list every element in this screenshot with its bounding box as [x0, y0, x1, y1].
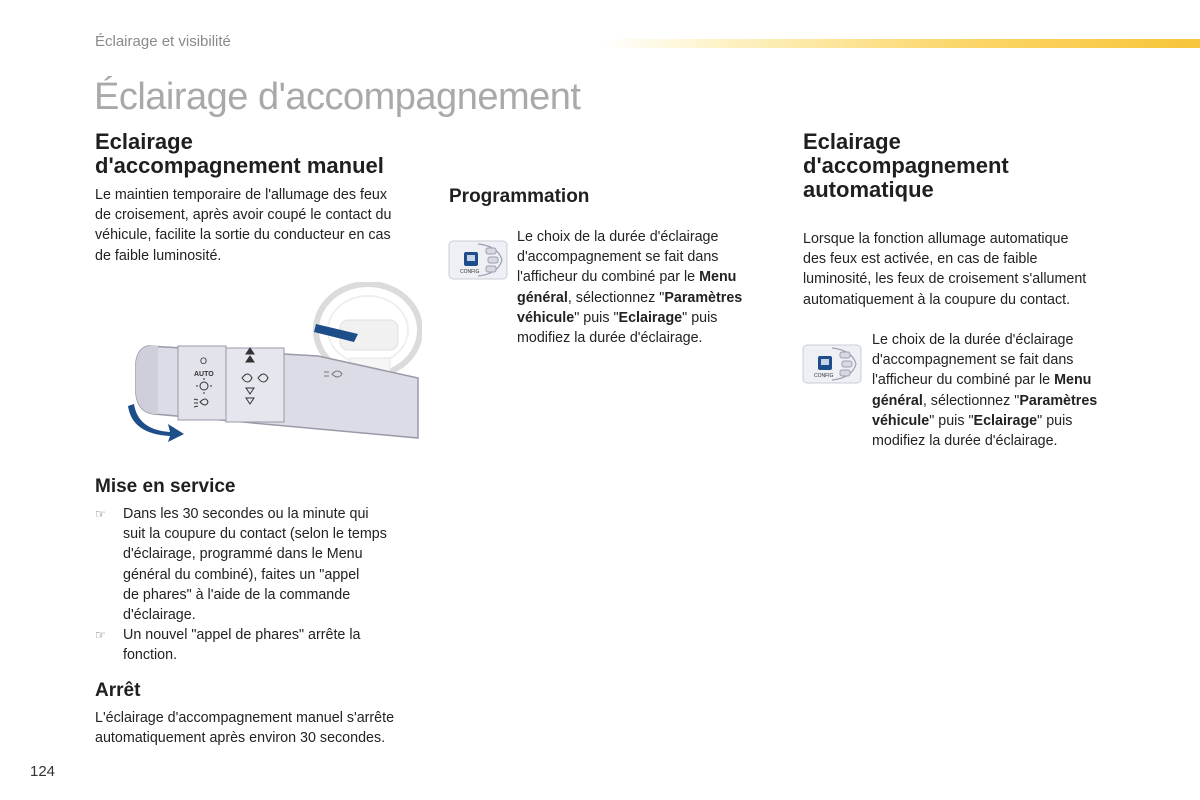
automatic-intro-line: luminosité, les feux de croisement s'allument — [803, 271, 1087, 288]
text-line — [872, 411, 1172, 431]
list-item — [95, 504, 425, 625]
manual-heading-line2: d'accompagnement manuel — [95, 153, 384, 178]
menu-term: général — [872, 392, 923, 409]
automatic-heading-line2: d'accompagnement — [803, 153, 1009, 178]
config-label: CONFIG — [814, 373, 834, 379]
manual-heading — [95, 130, 384, 178]
automatic-intro-line: automatiquement à la coupure du contact. — [803, 291, 1071, 308]
hand-pointer-icon: ☞ — [95, 507, 106, 521]
mise-en-service-bullets — [95, 504, 425, 666]
mise-en-service-heading: Mise en service — [95, 476, 236, 497]
text-line — [872, 391, 1172, 411]
page-title: Éclairage d'accompagnement — [94, 76, 581, 118]
menu-term: Paramètres — [664, 289, 743, 306]
text-span: " puis " — [574, 309, 619, 326]
text-line: d'accompagnement se fait dans — [872, 352, 1074, 369]
config-button-thumbnail-auto — [802, 344, 862, 384]
bullet-line: d'éclairage. — [123, 607, 196, 624]
text-line — [517, 308, 787, 328]
text-line: modifiez la durée d'éclairage. — [872, 433, 1058, 450]
programmation-heading: Programmation — [449, 186, 590, 207]
text-line — [517, 267, 787, 287]
menu-term: véhicule — [872, 412, 930, 429]
text-line: modifiez la durée d'éclairage. — [517, 330, 703, 347]
menu-term: Eclairage — [973, 412, 1038, 429]
text-line — [872, 370, 1172, 390]
automatic-intro — [803, 229, 1143, 310]
bullet-line: de phares" à l'aide de la commande — [123, 586, 351, 603]
menu-term: Menu — [699, 269, 737, 286]
automatic-heading — [803, 130, 1009, 202]
config-label: CONFIG — [460, 269, 480, 275]
menu-term: véhicule — [517, 309, 575, 326]
manual-intro-line: véhicule, facilite la sortie du conducteur en cas — [95, 227, 391, 244]
manual-intro-line: de faible luminosité. — [95, 247, 222, 264]
stalk-label-o: O — [200, 356, 208, 366]
bullet-line: d'éclairage, programmé dans le Menu — [123, 546, 363, 563]
text-line — [517, 288, 787, 308]
text-line: Le choix de la durée d'éclairage — [517, 229, 719, 245]
config-button-thumbnail — [448, 240, 508, 280]
automatic-heading-line1: Eclairage — [803, 129, 901, 154]
arret-line: L'éclairage d'accompagnement manuel s'arrête — [95, 710, 395, 726]
text-span: " puis — [1037, 412, 1073, 429]
arret-heading: Arrêt — [95, 680, 141, 701]
text-span: , sélectionnez " — [567, 289, 665, 306]
text-span: , sélectionnez " — [922, 392, 1020, 409]
menu-term: général — [517, 289, 568, 306]
section-label: Éclairage et visibilité — [95, 33, 231, 50]
text-span: l'afficheur du combiné par le — [872, 372, 1055, 389]
automatic-text — [872, 330, 1172, 451]
header-accent-bar — [600, 39, 1200, 48]
text-span: " puis — [682, 309, 718, 326]
text-span: l'afficheur du combiné par le — [517, 269, 700, 286]
menu-term: Paramètres — [1019, 392, 1098, 409]
menu-term: Menu — [1054, 372, 1092, 389]
stalk-label-auto: AUTO — [194, 371, 214, 378]
page-number: 124 — [30, 763, 56, 780]
bullet-line: Un nouvel "appel de phares" arrête la — [123, 627, 361, 644]
text-line: d'accompagnement se fait dans — [517, 249, 719, 266]
text-line: Le choix de la durée d'éclairage — [872, 332, 1074, 348]
manual-heading-line1: Eclairage — [95, 129, 193, 154]
manual-intro — [95, 185, 425, 266]
arret-line: automatiquement après environ 30 secondes. — [95, 730, 386, 747]
hand-pointer-icon: ☞ — [95, 628, 106, 643]
manual-intro-line: de croisement, après avoir coupé le contact du — [95, 207, 392, 224]
arret-text — [95, 708, 435, 748]
bullet-line: suit la coupure du contact (selon le temps — [123, 526, 387, 543]
menu-term: Eclairage — [618, 309, 683, 326]
automatic-heading-line3: automatique — [803, 177, 934, 202]
programmation-text — [517, 227, 787, 348]
bullet-line: général du combiné), faites un "appel — [123, 566, 360, 583]
lighting-stalk-illustration — [118, 282, 422, 442]
automatic-intro-line: des feux est activée, en cas de faible — [803, 251, 1038, 268]
manual-intro-line: Le maintien temporaire de l'allumage des feux — [95, 187, 388, 203]
automatic-intro-line: Lorsque la fonction allumage automatique — [803, 231, 1069, 247]
list-item — [95, 625, 425, 665]
bullet-line: fonction. — [123, 647, 178, 664]
bullet-line: Dans les 30 secondes ou la minute qui — [123, 506, 369, 522]
text-span: " puis " — [929, 412, 974, 429]
